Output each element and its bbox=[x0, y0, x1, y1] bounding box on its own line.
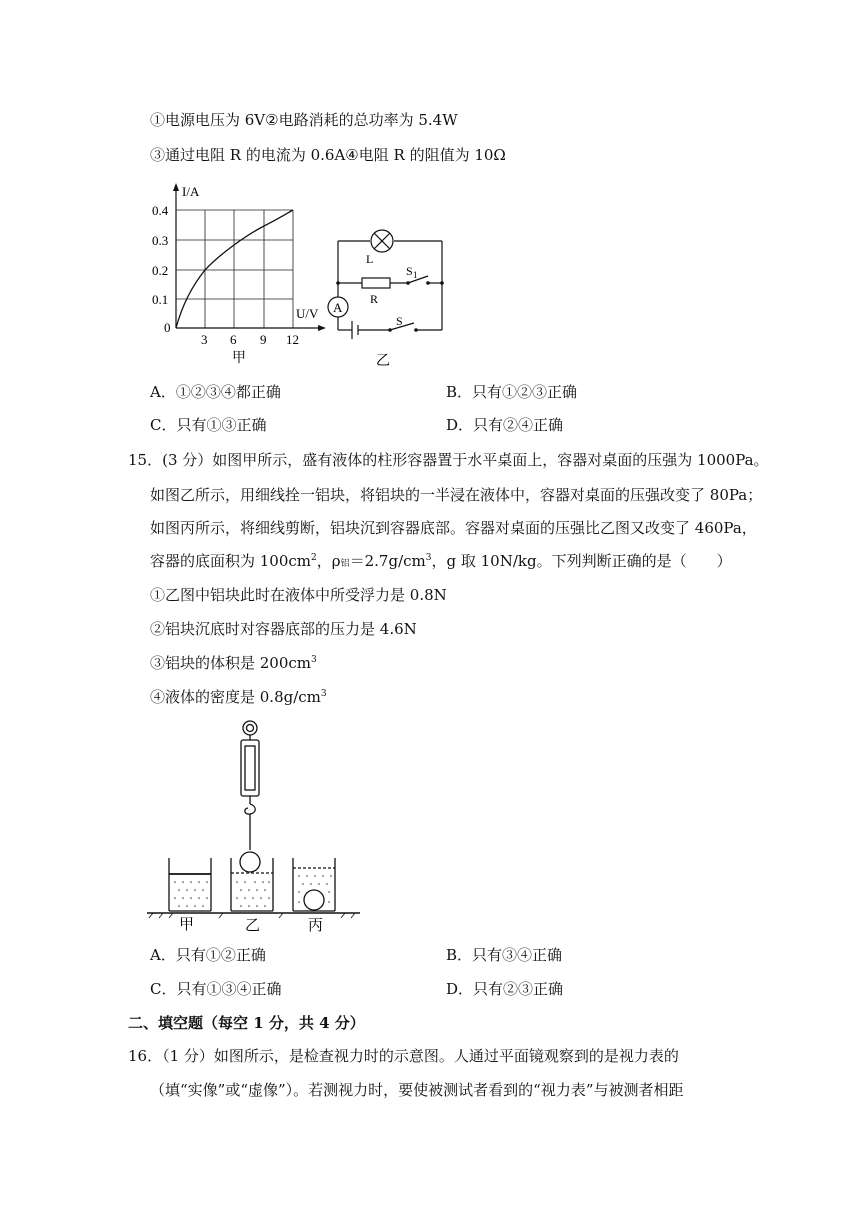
lamp-label: L bbox=[366, 252, 374, 266]
liquid-yi bbox=[236, 881, 270, 907]
q16-stem-line1: 16．（1 分）如图所示，是检查视力时的示意图。人通过平面镜观察到的是视力表的 bbox=[128, 1047, 679, 1065]
q16-stem-line2: （填“实像”或“虚像”）。若测视力时，要使被测试者看到的“视力表”与被测者相距 bbox=[150, 1081, 684, 1099]
q15-option-d[interactable]: D．只有②③正确 bbox=[446, 980, 564, 998]
q15-statement-1: ①乙图中铝块此时在液体中所受浮力是 0.8N bbox=[150, 586, 447, 604]
q14-iu-graph bbox=[140, 178, 330, 368]
switch1-subscript: 1 bbox=[413, 270, 418, 280]
section2-title: 二、填空题（每空 1 分，共 4 分） bbox=[128, 1014, 365, 1032]
container-label-yi: 乙 bbox=[245, 918, 261, 934]
q14-option-b[interactable]: B．只有①②③正确 bbox=[446, 383, 578, 401]
q14-option-d[interactable]: D．只有②④正确 bbox=[446, 416, 564, 434]
q15-stem-line1: 15．(3 分）如图甲所示，盛有液体的柱形容器置于水平桌面上，容器对桌面的压强为 1000Pa。 bbox=[128, 451, 769, 469]
q14-statement-line2: ③通过电阻 R 的电流为 0.6A④电阻 R 的阻值为 10Ω bbox=[150, 146, 506, 164]
q15-containers-figure bbox=[145, 718, 370, 938]
graph-xtick-3: 3 bbox=[201, 332, 208, 347]
ammeter-label: A bbox=[333, 300, 343, 315]
q15-statement-2: ②铝块沉底时对容器底部的压力是 4.6N bbox=[150, 620, 417, 638]
switch-label: S bbox=[396, 314, 403, 328]
q15-option-a[interactable]: A．只有①②正确 bbox=[150, 946, 266, 964]
graph-caption: 甲 bbox=[232, 351, 246, 366]
graph-xlabel: U/V bbox=[296, 306, 319, 321]
q15-stem-line2: 如图乙所示，用细线拴一铝块，将铝块的一半浸在液体中，容器对桌面的压强改变了 80Pa； bbox=[150, 486, 763, 504]
liquid-jia bbox=[174, 881, 208, 907]
graph-xtick-9: 9 bbox=[260, 332, 267, 347]
q14-circuit-diagram bbox=[320, 225, 460, 370]
q15-statement-3: ③铝块的体积是 $200cm^3$ bbox=[150, 654, 317, 672]
q15-option-b[interactable]: B．只有③④正确 bbox=[446, 946, 563, 964]
container-label-bing: 丙 bbox=[308, 918, 324, 934]
graph-xtick-12: 12 bbox=[286, 332, 299, 347]
graph-ytick-02: 0.2 bbox=[152, 263, 169, 278]
switch1-label: S bbox=[406, 264, 413, 278]
graph-xtick-6: 6 bbox=[230, 332, 237, 347]
q15-stem-line4: 容器的底面积为 $100cm^2$，ρ铝$=2.7g/cm^3$，g 取 10N/kg。下列判断正确的是（ ） bbox=[150, 552, 732, 570]
graph-ytick-03: 0.3 bbox=[152, 233, 169, 248]
q15-statement-4: ④液体的密度是 $0.8g/cm^3$ bbox=[150, 688, 327, 706]
q15-stem-line3: 如图丙所示，将细线剪断，铝块沉到容器底部。容器对桌面的压强比乙图又改变了 460Pa， bbox=[150, 519, 757, 537]
graph-ytick-04: 0.4 bbox=[152, 203, 169, 218]
graph-ytick-01: 0.1 bbox=[152, 292, 169, 307]
container-label-jia: 甲 bbox=[179, 917, 195, 933]
q14-option-c[interactable]: C．只有①③正确 bbox=[150, 416, 267, 434]
q14-statement-line1: ①电源电压为 6V②电路消耗的总功率为 5.4W bbox=[150, 111, 458, 129]
q14-option-a[interactable]: A．①②③④都正确 bbox=[150, 383, 281, 401]
graph-ylabel: I/A bbox=[182, 184, 200, 199]
circuit-caption: 乙 bbox=[376, 354, 390, 369]
graph-ytick-0: 0 bbox=[164, 320, 171, 335]
resistor-label: R bbox=[370, 292, 379, 306]
q15-option-c[interactable]: C．只有①③④正确 bbox=[150, 980, 282, 998]
